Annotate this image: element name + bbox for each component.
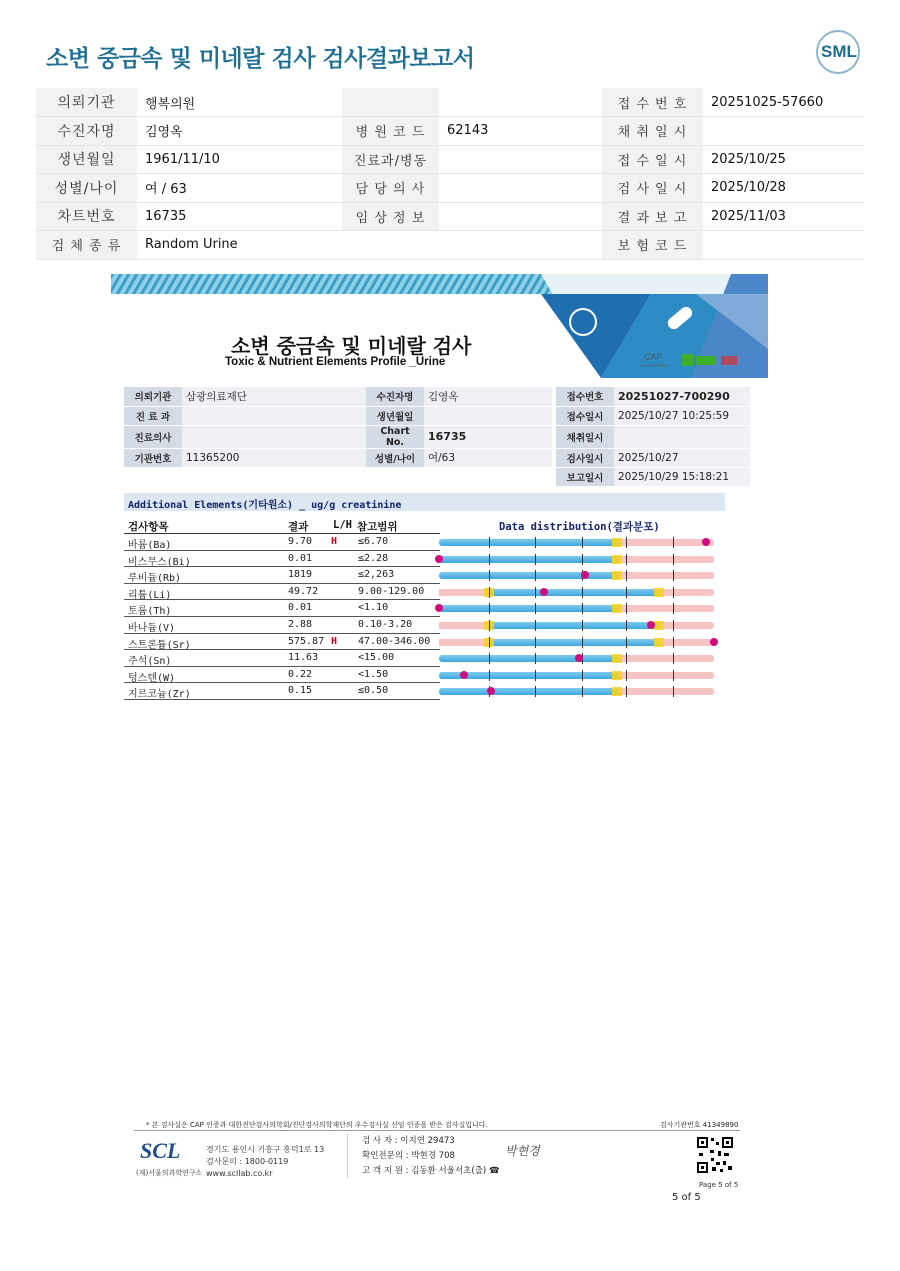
result-value: 49.72 [288, 585, 319, 597]
distribution-tick [626, 686, 627, 697]
distribution-tick [673, 637, 674, 648]
distribution-tick [673, 620, 674, 631]
distribution-tick [626, 603, 627, 614]
distribution-bar [435, 620, 718, 630]
distribution-tick [489, 554, 490, 565]
specimen-value: Random Urine [137, 231, 342, 260]
support-line: 고 객 지 원 : 김동환 서울서초(출) ☎ [362, 1166, 500, 1176]
test-item: 리튬(Li) [128, 589, 172, 601]
range-marker [612, 538, 622, 547]
distribution-bar [435, 570, 718, 580]
distribution-bar [435, 537, 718, 547]
specialist-line: 확인전문의 : 박현경 708 [362, 1151, 455, 1161]
result-value: 2.88 [288, 619, 313, 630]
svg-text:CAP: CAP [644, 352, 663, 362]
collect-value [614, 425, 750, 448]
test-value: 2025/10/27 [614, 448, 750, 467]
dept-value [439, 145, 602, 174]
distribution-tick [626, 554, 627, 565]
collect-label: 채취일시 [556, 425, 614, 448]
receipt-date-value: 2025/10/25 [703, 145, 864, 174]
distribution-tick [535, 670, 536, 681]
normal-zone [489, 639, 660, 646]
qr-code-icon [696, 1136, 734, 1174]
dept-label: 진 료 과 [124, 406, 182, 425]
report-title-en: Toxic & Nutrient Elements Profile _Urine [225, 356, 446, 368]
test-item: 비스무스(Bi) [128, 556, 191, 568]
dept-label: 진료과/병동 [342, 145, 439, 174]
chart-value: 16735 [137, 202, 342, 231]
lab-address [206, 1144, 324, 1180]
distribution-tick [673, 603, 674, 614]
range-marker [654, 638, 664, 647]
reference-range: ≤0.50 [358, 685, 389, 697]
col-dist-header: Data distribution(결과분포) [499, 521, 660, 533]
test-item: 스트론튬(Sr) [128, 639, 191, 651]
result-value: 575.87 [288, 635, 325, 647]
recv-no-label: 접수번호 [556, 387, 614, 406]
insurance-label: 보 험 코 드 [602, 231, 703, 260]
col-lh-header: L/H [333, 519, 352, 531]
institution-number: 검사기관번호 41349890 [660, 1121, 739, 1129]
footer-divider [134, 1130, 740, 1131]
test-item: 바나듐(V) [128, 623, 176, 634]
range-marker [612, 654, 622, 663]
distribution-tick [489, 587, 490, 598]
reference-range: <15.00 [358, 652, 395, 664]
birth-label: 생년월일 [366, 406, 424, 425]
distribution-tick [626, 670, 627, 681]
distribution-tick [535, 554, 536, 565]
reference-range: 0.10-3.20 [358, 619, 413, 630]
report-banner [111, 274, 768, 378]
table-row [124, 567, 440, 584]
result-value: 1819 [288, 569, 313, 581]
range-marker [612, 671, 622, 680]
high-zone [659, 639, 714, 646]
low-zone [439, 589, 489, 596]
test-item: 텅스텐(W) [128, 672, 176, 684]
page-indicator-small: Page 5 of 5 [699, 1181, 739, 1189]
distribution-tick [673, 570, 674, 581]
table-row [124, 634, 440, 651]
distribution-tick [626, 653, 627, 664]
range-marker [654, 588, 664, 597]
distribution-tick [535, 637, 536, 648]
chart-value: 16735 [424, 425, 552, 448]
report-label: 보고일시 [556, 467, 614, 486]
distribution-tick [673, 587, 674, 598]
svg-text:ACCREDITED: ACCREDITED [641, 363, 668, 368]
table-row [124, 600, 440, 617]
website-line: www.scllab.co.kr [206, 1169, 273, 1178]
scl-name: (재)서울의과학연구소 [136, 1169, 203, 1177]
recv-date-label: 접수일시 [556, 406, 614, 425]
high-zone [619, 655, 714, 662]
result-value: 0.01 [288, 602, 313, 614]
result-dot [540, 588, 548, 596]
clinical-value [439, 202, 602, 231]
reference-range: 47.00-346.00 [358, 635, 431, 647]
reference-range: ≤2,263 [358, 569, 395, 581]
range-marker [654, 621, 664, 630]
doctor-value [439, 174, 602, 203]
name-label: 수진자명 [366, 387, 424, 406]
distribution-tick [535, 686, 536, 697]
distribution-tick [535, 653, 536, 664]
result-value: 11.63 [288, 652, 319, 664]
distribution-tick [489, 637, 490, 648]
distribution-bar [435, 653, 718, 663]
hospital-value: 행복의원 [137, 88, 342, 117]
reference-range: <1.50 [358, 668, 389, 680]
distribution-bar [435, 670, 718, 680]
report-label: 결 과 보 고 [602, 202, 703, 231]
col-ref-header: 참고범위 [357, 521, 398, 533]
test-label: 검사일시 [556, 448, 614, 467]
hospital-code-label: 병 원 코 드 [342, 117, 439, 146]
result-dot [460, 671, 468, 679]
chart-label: 차트번호 [36, 202, 137, 231]
insurance-value [703, 231, 864, 260]
distribution-tick [673, 554, 674, 565]
range-marker [612, 687, 622, 696]
distribution-tick [626, 637, 627, 648]
range-marker [612, 604, 622, 613]
recv-date-value: 2025/10/27 10:25:59 [614, 406, 750, 425]
high-zone [619, 605, 714, 612]
specimen-label: 검 체 종 류 [36, 231, 137, 260]
hospital-code-value: 62143 [439, 117, 602, 146]
distribution-tick [535, 570, 536, 581]
reference-range: ≤6.70 [358, 536, 389, 547]
distribution-tick [582, 537, 583, 548]
flag-mark: H [331, 536, 338, 547]
reference-range: 9.00-129.00 [358, 585, 425, 597]
high-zone [659, 589, 714, 596]
high-zone [619, 688, 714, 695]
sexage-label: 성별/나이 [366, 448, 424, 467]
result-value: 9.70 [288, 536, 313, 547]
inst-value: 11365200 [182, 448, 366, 467]
distribution-tick [489, 570, 490, 581]
result-dot [702, 538, 710, 546]
report-patient-table [124, 387, 750, 487]
scl-logo: SCL [140, 1138, 181, 1163]
footer-separator [347, 1134, 348, 1178]
reference-range: ≤2.28 [358, 552, 389, 564]
result-dot [581, 571, 589, 579]
table-row [124, 617, 440, 634]
receipt-no-label: 접 수 번 호 [602, 88, 703, 117]
distribution-tick [489, 653, 490, 664]
test-item: 루비듐(Rb) [128, 573, 182, 585]
distribution-tick [582, 554, 583, 565]
report-title-ko: 소변 중금속 및 미네랄 검사 [231, 334, 472, 358]
certification-note: * 본 검사실은 CAP 인증과 대한진단검사의학회/진단검사의학재단의 우수검사실 신임 인증을 받은 검사실입니다. [146, 1121, 488, 1129]
distribution-bar [435, 554, 718, 564]
distribution-bar [435, 603, 718, 613]
sexage-value: 여/63 [424, 448, 552, 467]
birth-label: 생년월일 [36, 145, 137, 174]
patient-value: 김영옥 [137, 117, 342, 146]
distribution-tick [626, 587, 627, 598]
page-title: 소변 중금속 및 미네랄 검사 검사결과보고서 [46, 46, 475, 72]
high-zone [619, 556, 714, 563]
test-date-label: 검 사 일 시 [602, 174, 703, 203]
distribution-tick [582, 686, 583, 697]
distribution-tick [673, 670, 674, 681]
doctor-value [182, 425, 366, 448]
report-date-value: 2025/11/03 [703, 202, 864, 231]
ref-value: 삼광의료재단 [182, 387, 366, 406]
col-result-header: 결과 [288, 521, 309, 533]
banner-graphic [541, 274, 768, 378]
address-line: 경기도 용인시 기흥구 흥덕1로 13 [206, 1145, 325, 1154]
high-zone [619, 539, 714, 546]
high-zone [619, 672, 714, 679]
distribution-tick [489, 620, 490, 631]
distribution-tick [535, 587, 536, 598]
distribution-tick [489, 670, 490, 681]
hospital-label: 의뢰기관 [36, 88, 137, 117]
distribution-tick [626, 620, 627, 631]
table-row [124, 650, 440, 667]
distribution-tick [582, 620, 583, 631]
distribution-tick [626, 537, 627, 548]
inst-label: 기관번호 [124, 448, 182, 467]
table-row [124, 584, 440, 601]
distribution-bar [435, 686, 718, 696]
staff-block [362, 1134, 500, 1179]
distribution-tick [489, 603, 490, 614]
test-item: 바륨(Ba) [128, 540, 172, 551]
birth-value: 1961/11/10 [137, 145, 342, 174]
page-number: 5 of 5 [672, 1192, 701, 1203]
signature: 박현경 [505, 1144, 540, 1158]
sex-age-value: 여 / 63 [137, 174, 342, 203]
result-value: 0.15 [288, 685, 313, 697]
chart-label: Chart No. [366, 425, 424, 448]
doctor-label: 담 당 의 사 [342, 174, 439, 203]
distribution-tick [582, 670, 583, 681]
distribution-tick [673, 686, 674, 697]
result-dot [435, 555, 443, 563]
distribution-tick [582, 603, 583, 614]
distribution-tick [582, 587, 583, 598]
test-date-value: 2025/10/28 [703, 174, 864, 203]
distribution-bar [435, 587, 718, 597]
flag-mark: H [331, 635, 338, 647]
table-row [124, 551, 440, 568]
receipt-date-label: 접 수 일 시 [602, 145, 703, 174]
test-item: 지르코늄(Zr) [128, 689, 191, 701]
sex-age-label: 성별/나이 [36, 174, 137, 203]
result-value: 0.01 [288, 552, 313, 564]
table-row [124, 534, 440, 551]
result-dot [710, 638, 718, 646]
recv-no-value: 20251027-700290 [614, 387, 750, 406]
distribution-tick [535, 620, 536, 631]
birth-value [424, 406, 552, 425]
clinical-label: 임 상 정 보 [342, 202, 439, 231]
col-item-header: 검사항목 [128, 521, 169, 533]
collect-date-value [703, 117, 864, 146]
name-value: 김영옥 [424, 387, 552, 406]
patient-label: 수진자명 [36, 117, 137, 146]
distribution-tick [535, 537, 536, 548]
table-row [124, 683, 440, 700]
distribution-tick [673, 653, 674, 664]
normal-zone [489, 622, 660, 629]
distribution-bar [435, 637, 718, 647]
low-zone [439, 622, 489, 629]
reference-range: <1.10 [358, 602, 389, 614]
receipt-no-value: 20251025-57660 [703, 88, 864, 117]
report-value: 2025/10/29 15:18:21 [614, 467, 750, 486]
distribution-tick [582, 637, 583, 648]
embedded-report [111, 274, 768, 714]
table-row [124, 667, 440, 684]
low-zone [439, 639, 489, 646]
high-zone [659, 622, 714, 629]
sml-logo [816, 30, 860, 74]
range-marker [612, 555, 622, 564]
range-marker [612, 571, 622, 580]
patient-info-table [36, 88, 864, 260]
result-value: 0.22 [288, 668, 313, 680]
normal-zone [489, 589, 660, 596]
high-zone [619, 572, 714, 579]
dept-value [182, 406, 366, 425]
examiner-line: 검 사 자 : 이지연 29473 [362, 1136, 455, 1146]
test-item: 주석(Sn) [128, 656, 172, 668]
distribution-tick [489, 537, 490, 548]
logo-text: SML [821, 42, 857, 61]
contact-line: 검사문의 : 1800-0119 [206, 1157, 289, 1166]
distribution-tick [673, 537, 674, 548]
distribution-tick [535, 603, 536, 614]
result-dot [647, 621, 655, 629]
ref-label: 의뢰기관 [124, 387, 182, 406]
doctor-label: 진료의사 [124, 425, 182, 448]
collect-date-label: 채 취 일 시 [602, 117, 703, 146]
section-title: Additional Elements(기타원소) _ ug/g creatinine [124, 493, 725, 511]
test-item: 토륨(Th) [128, 606, 172, 618]
distribution-tick [626, 570, 627, 581]
